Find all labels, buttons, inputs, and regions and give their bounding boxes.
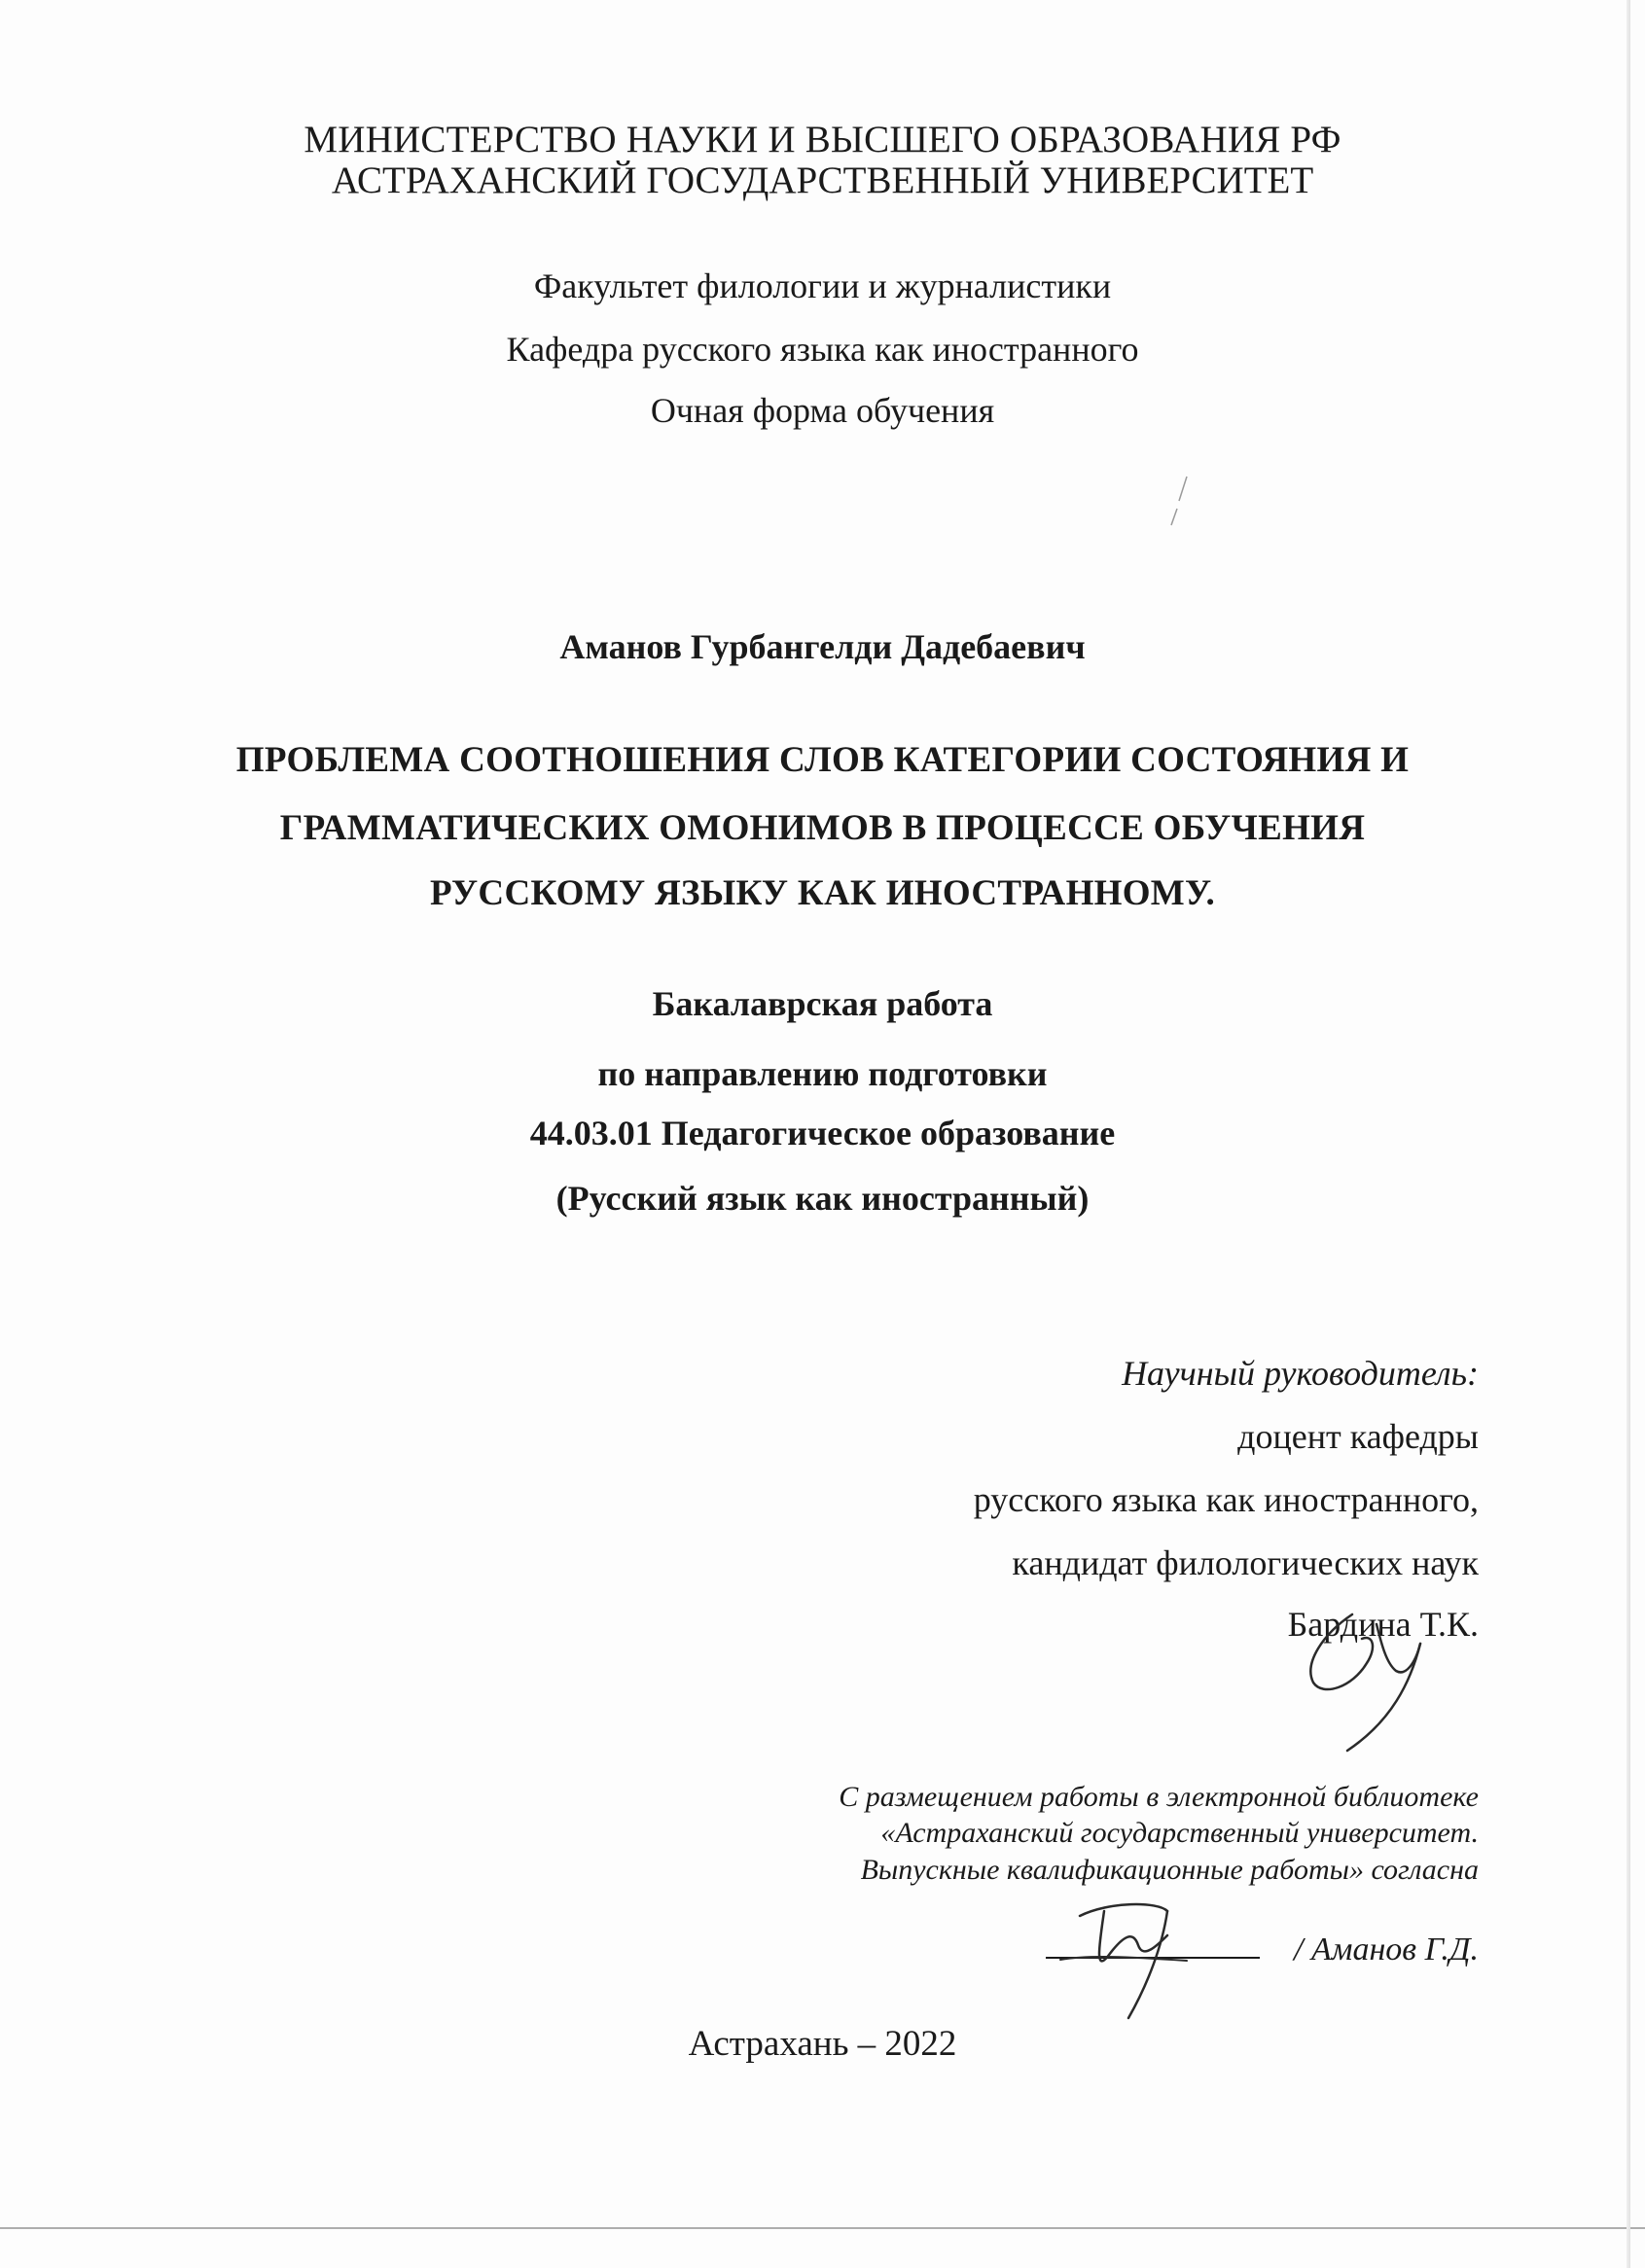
thesis-title-line-1: ПРОБЛЕМА СООТНОШЕНИЯ СЛОВ КАТЕГОРИИ СОСТОЯНИЯ И (235, 740, 1410, 780)
supervisor-department: русского языка как иностранного, (973, 1480, 1479, 1519)
supervisor-label: Научный руководитель: (1122, 1354, 1479, 1393)
scan-bottom-edge (0, 2227, 1645, 2229)
consent-line-3: Выпускные квалификационные работы» согласна (860, 1854, 1479, 1886)
consent-signer: / Аманов Г.Д. (1294, 1931, 1479, 1967)
pen-mark (1158, 472, 1197, 530)
supervisor-position: доцент кафедры (1237, 1417, 1479, 1456)
direction-label: по направлению подготовки (597, 1054, 1048, 1093)
ministry-heading: МИНИСТЕРСТВО НАУКИ И ВЫСШЕГО ОБРАЗОВАНИЯ РФ (304, 119, 1341, 160)
study-form-line: Очная форма обучения (650, 391, 995, 430)
consent-line-2: «Астраханский государственный университет. (880, 1817, 1479, 1849)
department-line: Кафедра русского языка как иностранного (506, 330, 1139, 369)
profile-line: (Русский язык как иностранный) (555, 1179, 1090, 1218)
author-name: Аманов Гурбангелди Дадебаевич (559, 627, 1086, 666)
signature-underline (1046, 1953, 1260, 1959)
thesis-title-line-3: РУССКОМУ ЯЗЫКУ КАК ИНОСТРАННОМУ. (430, 873, 1215, 913)
scan-right-edge (1627, 0, 1630, 2268)
supervisor-degree: кандидат филологических наук (1012, 1543, 1479, 1582)
university-heading: АСТРАХАНСКИЙ ГОСУДАРСТВЕННЫЙ УНИВЕРСИТЕТ (331, 159, 1314, 201)
consent-line-1: С размещением работы в электронной библиотеке (839, 1781, 1479, 1813)
direction-code: 44.03.01 Педагогическое образование (529, 1114, 1116, 1152)
work-type: Бакалаврская работа (652, 984, 993, 1023)
city-year: Астрахань – 2022 (688, 2024, 957, 2064)
supervisor-name: Бардина Т.К. (1287, 1605, 1479, 1644)
faculty-line: Факультет филологии и журналистики (533, 266, 1112, 305)
thesis-title-line-2: ГРАММАТИЧЕСКИХ ОМОНИМОВ В ПРОЦЕССЕ ОБУЧЕНИЯ (279, 808, 1366, 848)
